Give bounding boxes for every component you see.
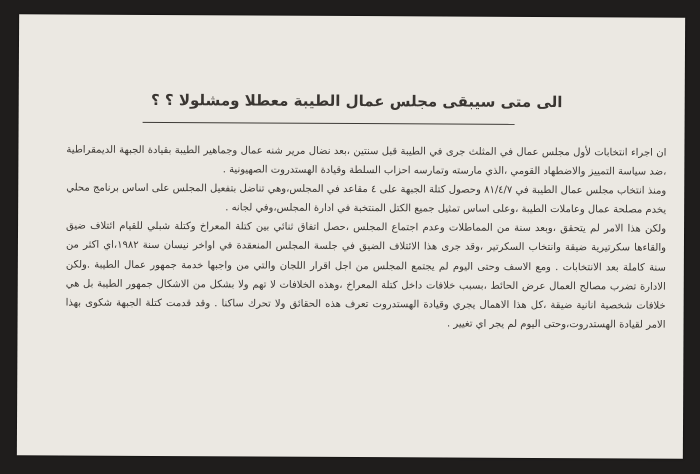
paragraph-2: ومنذ انتخاب مجلس عمال الطيبة في ٨١/٤/٧ وحصول كتلة الجبهة على ٤ مقاعد في المجلس،وهي تناضل بتفعيل المجلس على اساس برنامج محلي يخدم مصلحة عمال وعاملات الطيبة ،وعلى اساس تمثيل جميع الكتل المنتخبة في ادارة المجلس،وفي لجانه . bbox=[66, 182, 667, 216]
title-underline bbox=[143, 122, 515, 125]
document-page bbox=[17, 14, 685, 458]
paragraph-1: ان اجراء انتخابات لأول مجلس عمال في المثلث جرى في الطيبة قبل سنتين ،بعد نضال مرير شنه عمال وجماهير الطيبة بقيادة الجبهة الديمقراطية ،ضد سياسة التمييز والاضطهاد القومي ،الذي مارسته وتمارسه احزاب السلطة وقيادة الهستدروت الصهيونية . bbox=[66, 144, 667, 178]
paragraph-3: ولكن هذا الامر لم يتحقق ،وبعد سنة من المماطلات وعدم اجتماع المجلس ،حصل اتفاق ثنائي بين كتلة المعراخ وكتلة شبلي للقيام ائتلاف ضيق والقاءها سكرتيرية ضيقة وانتخاب السكرتير ،وقد جرى هذا الائتلاف الضيق في جلسة المجلس المنعقدة في اواخر نيسان سنة ١٩٨٢،اي اكثر من سنة كاملة بعد الانتخابات . ومع الاسف وحتى اليوم لم يجتمع المجلس من اجل اقرار اللجان والتي من واجبها خدمة جمهور عمال الطيبة .ولكن الادارة تضرب مصالح العمال عرض الحائط ،بسبب خلافات داخل كتلة المعراخ ،وهذه الخلافات لا تهم ولا بشكل من الاشكال جمهور الطيبة بل هي خلافات شخصية انانية ضيقة ،كل هذا الاهمال يجري وقيادة الهستدروت تعرف هذه الحقائق ولا تحرك ساكنا . وقد قدمت كتلة الجبهة شكوى بهذا الامر لقيادة الهستدروت،وحتى اليوم لم يجر اي تغيير . bbox=[65, 220, 667, 331]
page-title: الى متى سيبقى مجلس عمال الطيبة معطلا ومشلولا ؟ ؟ bbox=[150, 90, 563, 112]
document-body bbox=[65, 141, 666, 335]
